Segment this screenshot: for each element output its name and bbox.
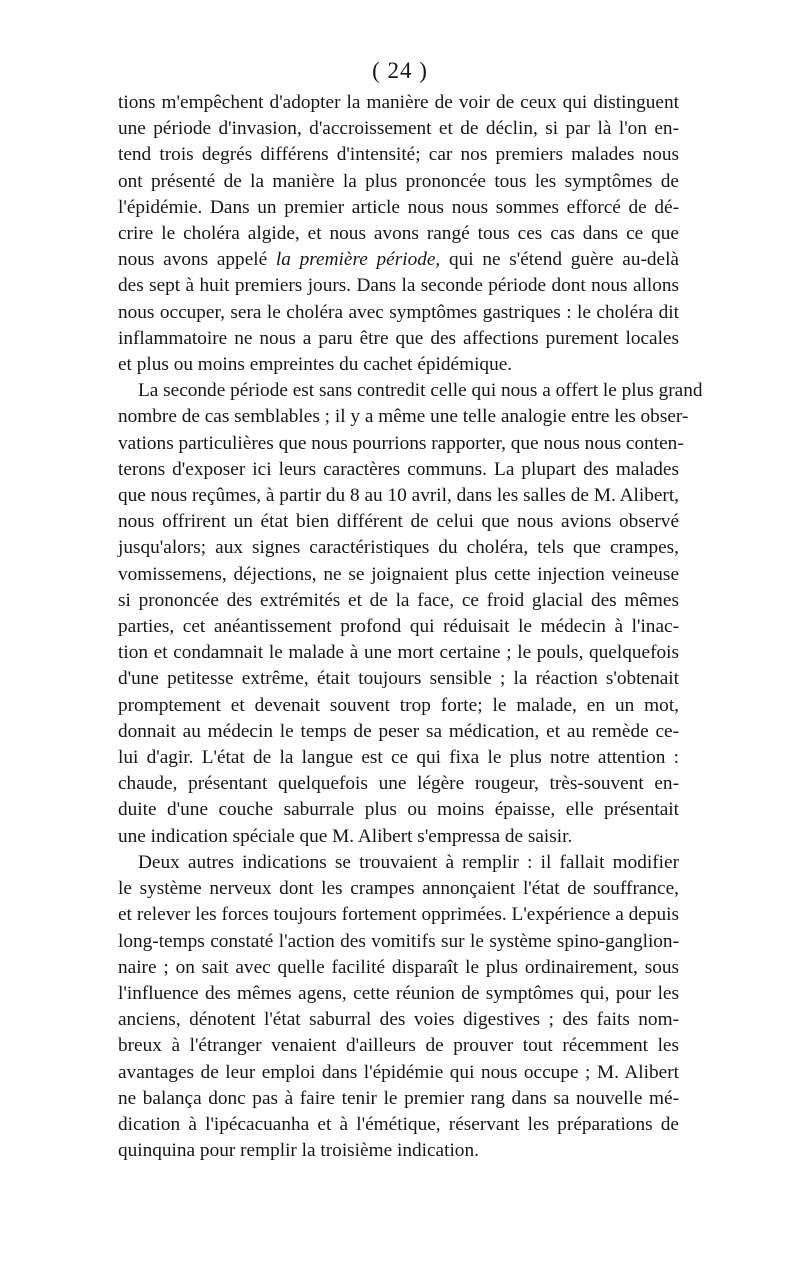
text-line: long-temps constaté l'action des vomitifs sur le système spino-ganglion-	[118, 930, 679, 952]
text-line: nombre de cas semblables ; il y a même une telle analogie entre les obser-	[118, 406, 689, 428]
text-line: promptement et devenait souvent trop forte; le malade, en un mot,	[118, 694, 679, 716]
text-line: Deux autres indications se trouvaient à remplir : il fallait modifier	[138, 851, 679, 873]
text-line: l'épidémie. Dans un premier article nous nous sommes efforcé de dé-	[118, 196, 679, 218]
paragraph	[118, 378, 703, 850]
text-line: inflammatoire ne nous a paru être que des affections purement locales	[118, 327, 679, 349]
text-line: vations particulières que nous pourrions rapporter, que nous nous conten-	[118, 432, 684, 454]
text-line: le système nerveux dont les crampes annonçaient l'état de souffrance,	[118, 878, 679, 900]
text-line: nous occuper, sera le choléra avec symptômes gastriques : le choléra dit	[118, 301, 679, 323]
text-line: si prononcée des extrémités et de la face, ce froid glacial des mêmes	[118, 589, 679, 611]
text-line: tion et condamnait le malade à une mort certaine ; le pouls, quelquefois	[118, 642, 679, 664]
text-line: des sept à huit premiers jours. Dans la seconde période dont nous allons	[118, 275, 679, 297]
text-line: breux à l'étranger venaient d'ailleurs de prouver tout récemment les	[118, 1035, 679, 1057]
text-line: parties, cet anéantissement profond qui réduisait le médecin à l'inac-	[118, 616, 679, 638]
text-line: terons d'exposer ici leurs caractères communs. La plupart des malades	[118, 458, 679, 480]
text-line: nous offrirent un état bien différent de celui que nous avions observé	[118, 511, 679, 533]
text-segment: nous avons appelé	[118, 249, 276, 271]
text-line: dication à l'ipécacuanha et à l'émétique, réservant les préparations de	[118, 1113, 679, 1135]
text-line: vomissemens, déjections, ne se joignaient plus cette injection veineuse	[118, 563, 679, 585]
text-line: La seconde période est sans contredit celle qui nous a offert le plus grand	[138, 380, 703, 402]
text-line: jusqu'alors; aux signes caractéristiques du choléra, tels que crampes,	[118, 537, 679, 559]
text-line	[118, 247, 679, 273]
page-number: ( 24 )	[372, 58, 428, 83]
text-line: anciens, dénotent l'état saburral des voies digestives ; des faits nom-	[118, 1009, 679, 1031]
text-line: naire ; on sait avec quelle facilité disparaît le plus ordinairement, sous	[118, 956, 679, 978]
text-line: tend trois degrés différens d'intensité; car nos premiers malades nous	[118, 144, 679, 166]
text-line: donnait au médecin le temps de peser sa médication, et au remède ce-	[118, 720, 679, 742]
paragraph	[118, 850, 679, 1164]
text-line: l'influence des mêmes agens, cette réunion de symptômes qui, pour les	[118, 982, 679, 1004]
text-line: une indication spéciale que M. Alibert s'empressa de saisir.	[118, 825, 573, 847]
text-line: une période d'invasion, d'accroissement et de déclin, si par là l'on en-	[118, 118, 679, 140]
text-line: d'une petitesse extrême, était toujours sensible ; la réaction s'obtenait	[118, 668, 679, 690]
text-line: ne balança donc pas à faire tenir le premier rang dans sa nouvelle mé-	[118, 1087, 679, 1109]
text-line: et relever les forces toujours fortement opprimées. L'expérience a depuis	[118, 904, 679, 926]
text-line: tions m'empêchent d'adopter la manière de voir de ceux qui distinguent	[118, 92, 679, 113]
text-line: duite d'une couche saburrale plus ou moins épaisse, elle présentait	[118, 799, 679, 821]
text-segment: qui ne s'étend guère au-delà	[440, 249, 679, 271]
text-line: que nous reçûmes, à partir du 8 au 10 avril, dans les salles de M. Alibert,	[118, 485, 679, 507]
italic-phrase: la première période,	[275, 249, 441, 271]
text-line: avantages de leur emploi dans l'épidémie qui nous occupe ; M. Alibert	[118, 1061, 679, 1083]
text-line: ont présenté de la manière la plus prononcée tous les symptômes de	[118, 170, 679, 192]
text-line: quinquina pour remplir la troisième indication.	[118, 1140, 479, 1162]
text-line: chaude, présentant quelquefois une légère rougeur, très-souvent en-	[118, 773, 679, 795]
text-line: crire le choléra algide, et nous avons rangé tous ces cas dans ce que	[118, 223, 679, 245]
text-line: lui d'agir. L'état de la langue est ce qui fixa le plus notre attention :	[118, 747, 679, 769]
text-line: et plus ou moins empreintes du cachet épidémique.	[118, 354, 513, 376]
paragraph	[118, 90, 679, 378]
body-text	[118, 90, 703, 1164]
